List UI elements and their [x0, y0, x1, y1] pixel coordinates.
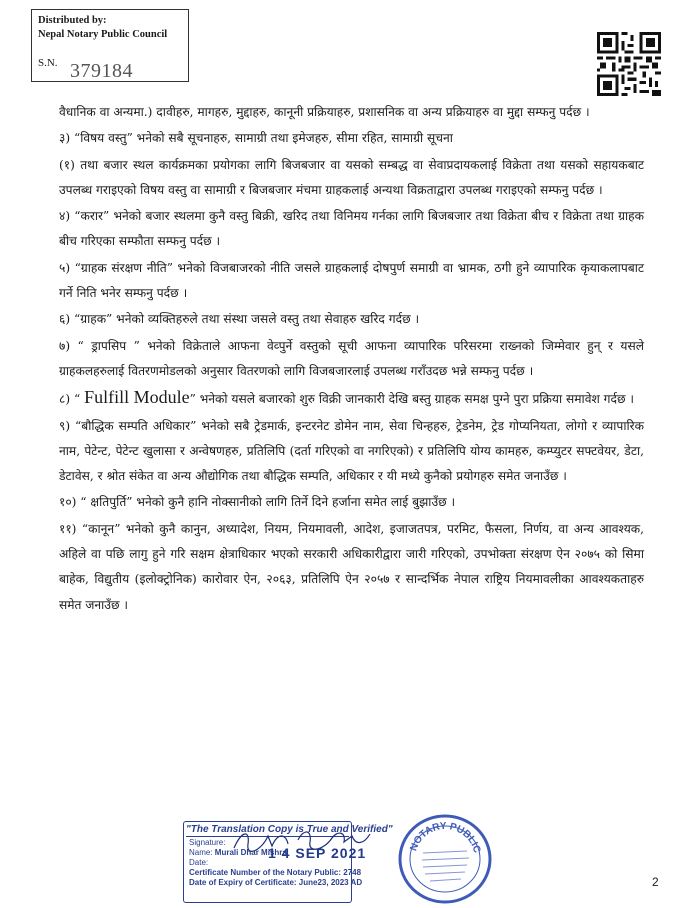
- paragraph: ९) “बौद्धिक सम्पति अधिकार” भनेको सबै ट्रेडमार्क, इन्टरनेट डोमेन नाम, सेवा चिन्हहरु, ट्रेडनेम, ट्रेड गोप्यनियता, लोगो र व्यापारिक नाम, पेटेन्ट, पेटेन्ट खुलासा र अन्वेषणहरु, प्रतिलिपि (दर्ता गरिएको वा नगरिएको) र प्रतिलिपि योग्य कामहरु, कम्प्युटर सफ्टवेयर, डेटा, डेटावेस, र श्रोत संकेत वा अन्य औद्योगिक तथा बौद्धिक सम्पति, अधिकार र यी मध्ये कुनैको प्रयोगहरु समेत जनाउँछ ।: [59, 418, 644, 484]
- name-value: Murali Dhar Mishra: [214, 848, 287, 857]
- stamped-date: 1 4 SEP 2021: [268, 845, 367, 861]
- qr-code-icon: [597, 32, 661, 96]
- paragraph-fulfill-module: [59, 385, 644, 412]
- page-number: 2: [652, 875, 659, 889]
- paragraph: ७) “ ड्रापसिप ” भनेको विक्रेताले आफना वेव्पुर्ने वस्तुको सूची आफना व्यापारिक परिसरमा राख्नको जिम्मेवार हुन् र यसले ग्राहकलहरुलाई वितरणमोडलको अनुसार वितरणको लागि विजबजारलाई उपलब्ध गराँउदछ भन्ने सम्फनु पर्दछ ।: [59, 338, 644, 378]
- document-body: [59, 100, 644, 619]
- fulfill-suffix: ” भनेको यसले बजारको शुरु विक्री जानकारी देखि बस्तु ग्राहक समक्ष पुग्ने पुरा प्रक्रिया समावेश गर्दछ ।: [189, 392, 635, 407]
- svg-text:NOTARY PUBLIC: [408, 821, 482, 855]
- paragraph: ११) “कानून” भनेको कुनै कानुन, अध्यादेश, नियम, नियमावली, आदेश, इजाजतपत्र, परमिट, फैसला, निर्णय, वा अन्य आवश्यक, अहिले वा पछि लागु हुने गरि सक्षम क्षेत्राधिकार भएको सरकारी अधिकारीद्वारा जारी गरिएको, उपभोक्ता संरक्षण ऐन २०७५ को सिमा बाहेक, विद्युतीय (इलोक्ट्रोनिक) कारोवार ऐन, २०६३, प्रतिलिपि ऐन २०५७ र सान्दर्भिक नेपाल राष्ट्रिय नियमावलीका आवश्यकताहरु समेत जनाउँछ ।: [59, 521, 644, 612]
- paragraph: ४) “करार” भनेको बजार स्थलमा कुनै वस्तु बिक्री, खरिद तथा विनिमय गर्नका लागि बिजबजार तथा विक्रेता बीच र विक्रेता तथा ग्राहक बीच गरिएका सम्फौता सम्फनु पर्दछ ।: [59, 209, 644, 249]
- sn-label: S.N.: [38, 57, 58, 69]
- paragraph: वैधानिक वा अन्यमा.) दावीहरु, मागहरु, मुद्दाहरु, कानूनी प्रक्रियाहरु, प्रशासनिक वा अन्य प्रक्रियाहरु वा मुद्दा सम्फनु पर्दछ ।: [59, 105, 590, 119]
- signature-label: Signature:: [189, 838, 226, 847]
- paragraph: ३) “विषय वस्तु” भनेको सबै सूचनाहरु, सामाग्री तथा इमेजहरु, सीमा रहित, सामाग्री सूचना: [59, 131, 453, 146]
- paragraph: (१) तथा बजार स्थल कार्यक्रमका प्रयोगका लागि बिजबजार वा यसको सम्बद्ध वा सेवाप्रदायकलाई विक्रेता तथा यसको सहायकबाट उपलब्ध गराइएको विषय वस्तु वा सामाग्री र बिजबजार मंचमा ग्राहकलाई अन्यथा विक्रताद्वारा उपलब्ध गराइएको सम्फनु पर्दछ ।: [59, 157, 644, 197]
- name-label: Name:: [189, 848, 213, 857]
- date-label: Date:: [189, 858, 209, 867]
- certificate-number: Certificate Number of the Notary Public: 2748: [189, 868, 362, 877]
- distribution-box: [31, 9, 189, 82]
- distributed-by-label: [38, 14, 167, 42]
- seal-text: NOTARY PUBLIC: [408, 820, 483, 855]
- certificate-expiry: Date of Expiry of Certificate: June23, 2023 AD: [189, 878, 363, 887]
- council-name: Nepal Notary Public Council: [38, 29, 168, 40]
- sn-value: 379184: [70, 60, 133, 82]
- paragraph: ५) “ग्राहक संरक्षण नीति” भनेको विजबाजरको नीति जसले ग्राहकलाई दोषपुर्ण समाग्री वा भ्रामक, ठगी हुने व्यापारिक कृयाकलापबाट गर्ने निति भनेर सम्फनु पर्दछ ।: [59, 260, 644, 301]
- paragraph: १०) “ क्षतिपुर्ति” भनेको कुनै हानि नोक्सानीको लागि तिर्ने दिने हर्जाना समेत लाई बुझाउँछ ।: [59, 495, 456, 510]
- distributed-by-line: Distributed by:: [38, 15, 107, 26]
- notary-seal-icon: [397, 813, 493, 905]
- stamp-title: "The Translation Copy is True and Verified": [186, 824, 393, 835]
- paragraph: ६) “ग्राहक” भनेको व्यक्तिहरुले तथा संस्था जसले वस्तु तथा सेवाहरु खरिद गर्दछ ।: [59, 312, 420, 327]
- fulfill-module-term: Fulfill Module: [84, 387, 190, 408]
- fulfill-prefix: ८) “: [59, 392, 85, 407]
